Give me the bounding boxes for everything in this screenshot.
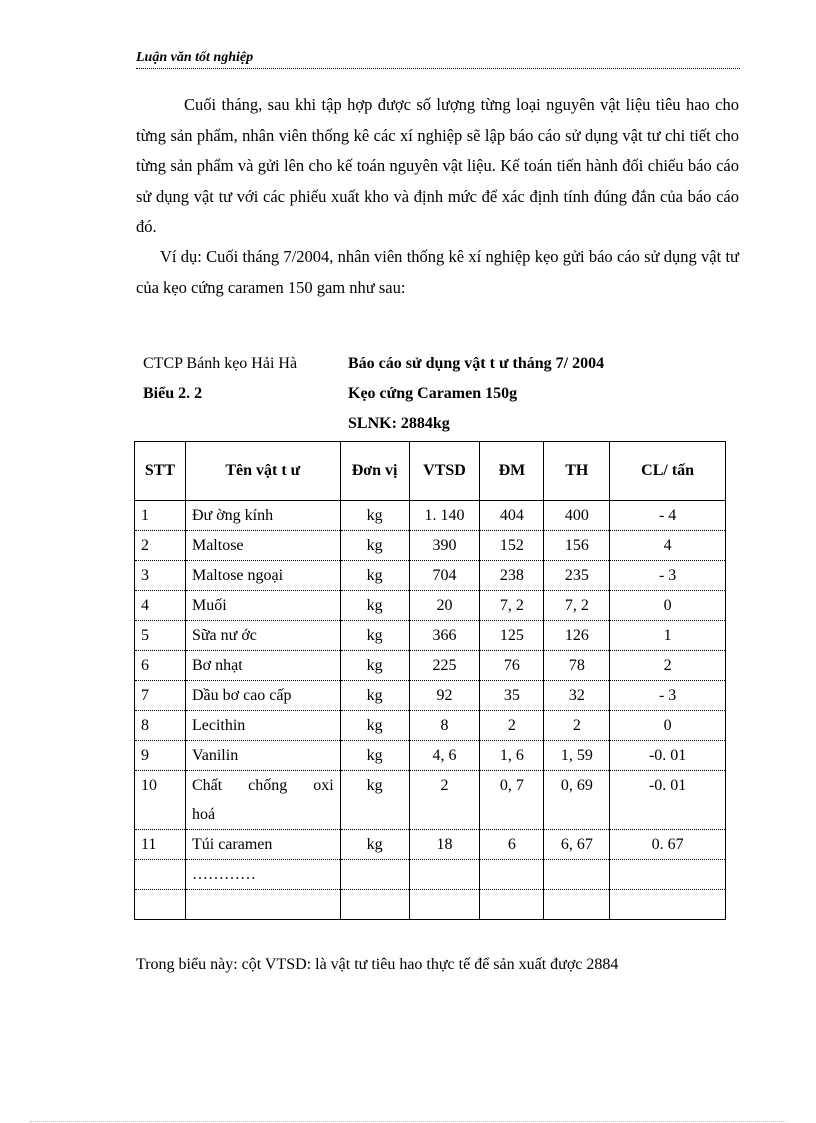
cell-th: 78 bbox=[544, 651, 610, 681]
cell-dm: 35 bbox=[480, 681, 544, 711]
cell-th: 2 bbox=[544, 711, 610, 741]
cell-cl: - 3 bbox=[610, 681, 726, 711]
cell-empty bbox=[340, 890, 409, 920]
table-row-empty bbox=[135, 890, 726, 920]
cell-th: 6, 67 bbox=[544, 830, 610, 860]
column-header: ĐM bbox=[480, 442, 544, 501]
table-row bbox=[135, 591, 726, 621]
cell-cl: 2 bbox=[610, 651, 726, 681]
cell-name-line: hoá bbox=[191, 806, 216, 823]
cell-vtsd: 390 bbox=[409, 531, 480, 561]
table-row-ellipsis bbox=[135, 860, 726, 890]
table-header-row bbox=[135, 442, 726, 501]
cell-unit: kg bbox=[340, 501, 409, 531]
cell-empty bbox=[409, 860, 480, 890]
cell-vtsd: 704 bbox=[409, 561, 480, 591]
table-row bbox=[135, 771, 726, 830]
cell-cl: 0. 67 bbox=[610, 830, 726, 860]
cell-unit: kg bbox=[340, 741, 409, 771]
cell-name bbox=[185, 771, 340, 830]
cell-th: 7, 2 bbox=[544, 591, 610, 621]
column-header: Đơn vị bbox=[340, 442, 409, 501]
cell-name: Lecithin bbox=[185, 711, 340, 741]
cell-vtsd: 366 bbox=[409, 621, 480, 651]
cell-unit: kg bbox=[340, 711, 409, 741]
cell-th: 1, 59 bbox=[544, 741, 610, 771]
cell-dm: 2 bbox=[480, 711, 544, 741]
cell-unit: kg bbox=[340, 621, 409, 651]
cell-cl: -0. 01 bbox=[610, 741, 726, 771]
cell-name: Sữa nư ớc bbox=[185, 621, 340, 651]
column-header: Tên vật t ư bbox=[185, 442, 340, 501]
cell-name: Dầu bơ cao cấp bbox=[185, 681, 340, 711]
report-title: Báo cáo sử dụng vật t ư tháng 7/ 2004 bbox=[348, 355, 605, 372]
cell-ellipsis: ………… bbox=[185, 860, 340, 890]
table-row bbox=[135, 711, 726, 741]
cell-unit: kg bbox=[340, 561, 409, 591]
cell-vtsd: 18 bbox=[409, 830, 480, 860]
page-bottom-rule bbox=[30, 1121, 786, 1122]
cell-stt: 11 bbox=[135, 830, 186, 860]
column-header: VTSD bbox=[409, 442, 480, 501]
cell-unit: kg bbox=[340, 651, 409, 681]
cell-vtsd: 4, 6 bbox=[409, 741, 480, 771]
cell-th: 126 bbox=[544, 621, 610, 651]
cell-cl: -0. 01 bbox=[610, 771, 726, 830]
table-row bbox=[135, 681, 726, 711]
cell-vtsd: 92 bbox=[409, 681, 480, 711]
table-row bbox=[135, 741, 726, 771]
cell-vtsd: 20 bbox=[409, 591, 480, 621]
header-title: Luận văn tốt nghiệp bbox=[136, 50, 254, 65]
cell-vtsd: 8 bbox=[409, 711, 480, 741]
paragraph-2: Ví dụ: Cuối tháng 7/2004, nhân viên thống kê xí nghiệp kẹo gửi báo cáo sử dụng vật tư của kẹo cứng caramen 150 gam như sau: bbox=[136, 247, 739, 297]
cell-empty bbox=[409, 890, 480, 920]
report-product: Kẹo cứng Caramen 150g bbox=[348, 385, 518, 402]
cell-dm: 152 bbox=[480, 531, 544, 561]
cell-name: Vanilin bbox=[185, 741, 340, 771]
cell-empty bbox=[544, 890, 610, 920]
cell-stt: 8 bbox=[135, 711, 186, 741]
cell-th: 32 bbox=[544, 681, 610, 711]
column-header: STT bbox=[135, 442, 186, 501]
cell-dm: 0, 7 bbox=[480, 771, 544, 830]
cell-vtsd: 1. 140 bbox=[409, 501, 480, 531]
cell-unit: kg bbox=[340, 531, 409, 561]
table-row bbox=[135, 501, 726, 531]
cell-empty bbox=[544, 860, 610, 890]
cell-empty bbox=[480, 890, 544, 920]
cell-stt: 9 bbox=[135, 741, 186, 771]
cell-name: Túi caramen bbox=[185, 830, 340, 860]
cell-cl: 1 bbox=[610, 621, 726, 651]
cell-empty bbox=[135, 890, 186, 920]
company-name: CTCP Bánh kẹo Hải Hà bbox=[143, 355, 298, 372]
cell-cl: 4 bbox=[610, 531, 726, 561]
cell-stt: 3 bbox=[135, 561, 186, 591]
cell-unit: kg bbox=[340, 681, 409, 711]
cell-unit: kg bbox=[340, 830, 409, 860]
cell-name: Maltose bbox=[185, 531, 340, 561]
cell-name: Maltose ngoại bbox=[185, 561, 340, 591]
cell-cl: - 4 bbox=[610, 501, 726, 531]
cell-dm: 7, 2 bbox=[480, 591, 544, 621]
footer-text: Trong biểu này: cột VTSD: là vật tư tiêu hao thực tế để sản xuất được 2884 bbox=[136, 956, 619, 973]
cell-stt: 1 bbox=[135, 501, 186, 531]
column-header: TH bbox=[544, 442, 610, 501]
cell-empty bbox=[610, 890, 726, 920]
cell-dm: 238 bbox=[480, 561, 544, 591]
cell-vtsd: 2 bbox=[409, 771, 480, 830]
cell-th: 0, 69 bbox=[544, 771, 610, 830]
cell-stt: 2 bbox=[135, 531, 186, 561]
cell-dm: 1, 6 bbox=[480, 741, 544, 771]
column-header: CL/ tấn bbox=[610, 442, 726, 501]
cell-th: 156 bbox=[544, 531, 610, 561]
cell-name: Bơ nhạt bbox=[185, 651, 340, 681]
cell-name-line: Chất chống oxi bbox=[191, 777, 334, 794]
cell-dm: 76 bbox=[480, 651, 544, 681]
cell-empty bbox=[135, 860, 186, 890]
table-row bbox=[135, 651, 726, 681]
cell-empty bbox=[610, 860, 726, 890]
cell-cl: 0 bbox=[610, 711, 726, 741]
paragraph-1: Cuối tháng, sau khi tập hợp được số lượng từng loại nguyên vật liệu tiêu hao cho từng sản phẩm, nhân viên thống kê các xí nghiệp sẽ lập báo cáo sử dụng vật tư chi tiết cho từng sản phẩm và gửi lên cho kế toán nguyên vật liệu. Kế toán tiến hành đối chiếu báo cáo sử dụng vật tư với các phiếu xuất kho và định mức để xác định tính đúng đắn của báo cáo đó. bbox=[136, 95, 739, 236]
cell-th: 235 bbox=[544, 561, 610, 591]
cell-unit: kg bbox=[340, 771, 409, 830]
report-output: SLNK: 2884kg bbox=[348, 415, 450, 432]
cell-unit: kg bbox=[340, 591, 409, 621]
cell-stt: 5 bbox=[135, 621, 186, 651]
cell-empty bbox=[185, 890, 340, 920]
cell-stt: 7 bbox=[135, 681, 186, 711]
form-label: Biểu 2. 2 bbox=[143, 385, 203, 402]
cell-dm: 6 bbox=[480, 830, 544, 860]
table-row bbox=[135, 531, 726, 561]
document-header bbox=[136, 50, 740, 69]
material-usage-table bbox=[134, 441, 726, 920]
cell-name: Muối bbox=[185, 591, 340, 621]
cell-stt: 10 bbox=[135, 771, 186, 830]
table-row bbox=[135, 830, 726, 860]
cell-th: 400 bbox=[544, 501, 610, 531]
cell-stt: 6 bbox=[135, 651, 186, 681]
cell-empty bbox=[340, 860, 409, 890]
table-row bbox=[135, 561, 726, 591]
table-row bbox=[135, 621, 726, 651]
cell-vtsd: 225 bbox=[409, 651, 480, 681]
cell-name: Đư ờng kính bbox=[185, 501, 340, 531]
cell-empty bbox=[480, 860, 544, 890]
cell-cl: 0 bbox=[610, 591, 726, 621]
cell-dm: 404 bbox=[480, 501, 544, 531]
cell-stt: 4 bbox=[135, 591, 186, 621]
cell-cl: - 3 bbox=[610, 561, 726, 591]
cell-dm: 125 bbox=[480, 621, 544, 651]
